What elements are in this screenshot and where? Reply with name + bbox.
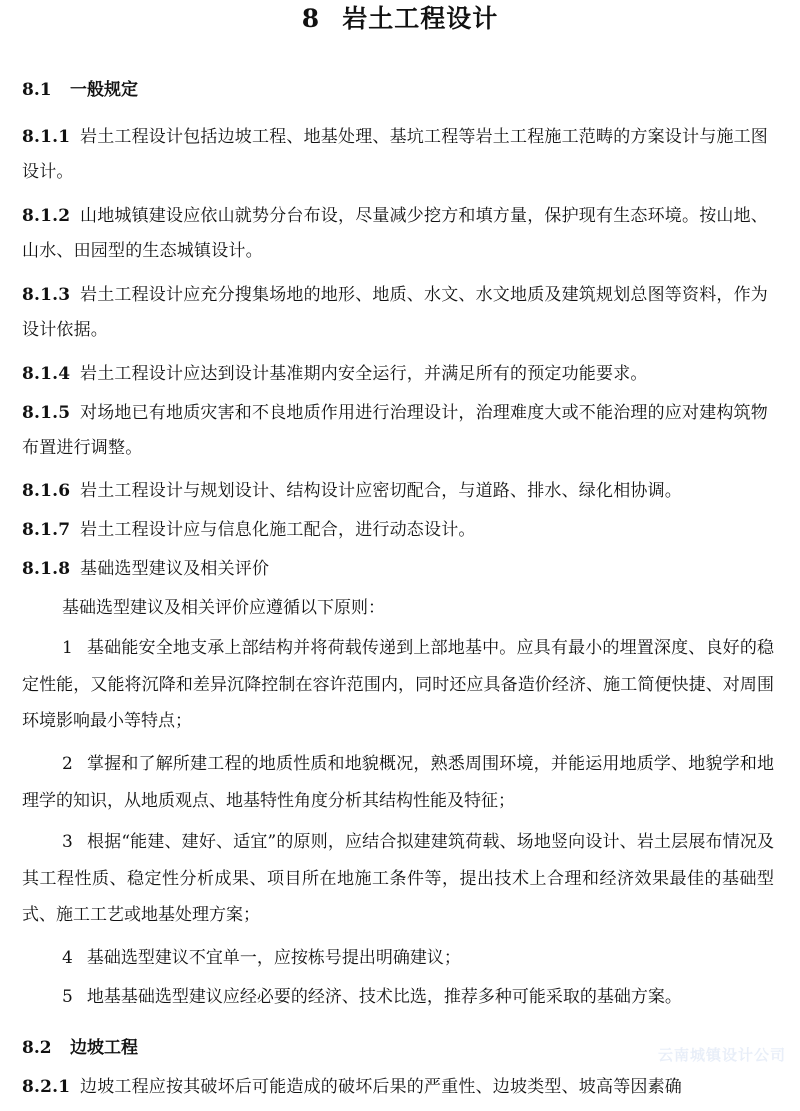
intro-paragraph: 基础选型建议及相关评价应遵循以下原则：	[62, 598, 385, 618]
clause	[22, 513, 774, 548]
item-text: 掌握和了解所建工程的地质性质和地貌概况，熟悉周围环境，并能运用地质学、地貌学和地理学的知识，从地质观点、地基特性角度分析其结构性能及特征；	[22, 754, 774, 811]
clause-number: 8.2.1	[22, 1077, 71, 1097]
clause-number: 8.1.1	[22, 127, 71, 147]
clause	[22, 552, 774, 587]
clause	[22, 396, 774, 466]
chapter-number: 8	[301, 4, 321, 33]
list-item	[22, 630, 774, 740]
list-item	[22, 940, 774, 977]
section-heading	[22, 80, 138, 100]
chapter-title-text: 岩土工程设计	[342, 4, 499, 33]
clause-text: 对场地已有地质灾害和不良地质作用进行治理设计，治理难度大或不能治理的应对建构筑物布置进行调整。	[22, 403, 768, 458]
clause	[22, 357, 774, 392]
list-item	[22, 979, 774, 1016]
item-text: 根据“能建、建好、适宜”的原则，应结合拟建建筑荷载、场地竖向设计、岩土层展布情况及其工程性质、稳定性分析成果、项目所在地施工条件等，提出技术上合理和经济效果最佳的基础型式、施工工艺或地基处理方案；	[22, 832, 774, 925]
clause	[22, 120, 774, 190]
item-number: 4	[62, 948, 73, 968]
clause-number: 8.1.2	[22, 206, 71, 226]
clause	[22, 1070, 774, 1105]
clause-text: 岩土工程设计包括边坡工程、地基处理、基坑工程等岩土工程施工范畴的方案设计与施工图设计。	[22, 127, 768, 182]
clause-number: 8.1.6	[22, 481, 71, 501]
clause-text: 岩土工程设计应达到设计基准期内安全运行，并满足所有的预定功能要求。	[80, 364, 648, 384]
item-text: 基础能安全地支承上部结构并将荷载传递到上部地基中。应具有最小的埋置深度、良好的稳定性能，又能将沉降和差异沉降控制在容许范围内，同时还应具备造价经济、施工简便快捷、对周围环境影响最小等特点；	[22, 638, 774, 731]
chapter-title	[0, 4, 800, 34]
item-number: 5	[62, 987, 73, 1007]
section-number: 8.2	[22, 1038, 52, 1058]
section-heading	[22, 1038, 138, 1058]
clause	[22, 278, 774, 348]
clause-text: 山地城镇建设应依山就势分台布设，尽量减少挖方和填方量，保护现有生态环境。按山地、山水、田园型的生态城镇设计。	[22, 206, 768, 261]
item-text: 地基基础选型建议应经必要的经济、技术比选，推荐多种可能采取的基础方案。	[86, 987, 682, 1007]
section-number: 8.1	[22, 80, 52, 100]
list-item	[22, 824, 774, 934]
section-title: 边坡工程	[70, 1038, 138, 1058]
item-number: 3	[62, 832, 73, 852]
clause-text: 岩土工程设计应充分搜集场地的地形、地质、水文、水文地质及建筑规划总图等资料，作为设计依据。	[22, 285, 768, 340]
item-number: 1	[62, 638, 73, 658]
item-number: 2	[62, 754, 73, 774]
item-text: 基础选型建议不宜单一，应按栋号提出明确建议；	[86, 948, 461, 968]
clause-number: 8.1.7	[22, 520, 71, 540]
clause-text: 岩土工程设计应与信息化施工配合，进行动态设计。	[80, 520, 476, 540]
clause-text: 基础选型建议及相关评价	[80, 559, 270, 579]
clause-number: 8.1.5	[22, 403, 71, 423]
clause-text: 边坡工程应按其破坏后可能造成的破坏后果的严重性、边坡类型、坡高等因素确	[80, 1077, 682, 1097]
clause-number: 8.1.4	[22, 364, 71, 384]
list-item	[22, 746, 774, 819]
section-title: 一般规定	[70, 80, 138, 100]
watermark: 云南城镇设计公司	[657, 1046, 786, 1064]
clause	[22, 474, 774, 509]
clause-number: 8.1.8	[22, 559, 71, 579]
clause-text: 岩土工程设计与规划设计、结构设计应密切配合，与道路、排水、绿化相协调。	[80, 481, 682, 501]
clause	[22, 199, 774, 269]
clause-number: 8.1.3	[22, 285, 71, 305]
